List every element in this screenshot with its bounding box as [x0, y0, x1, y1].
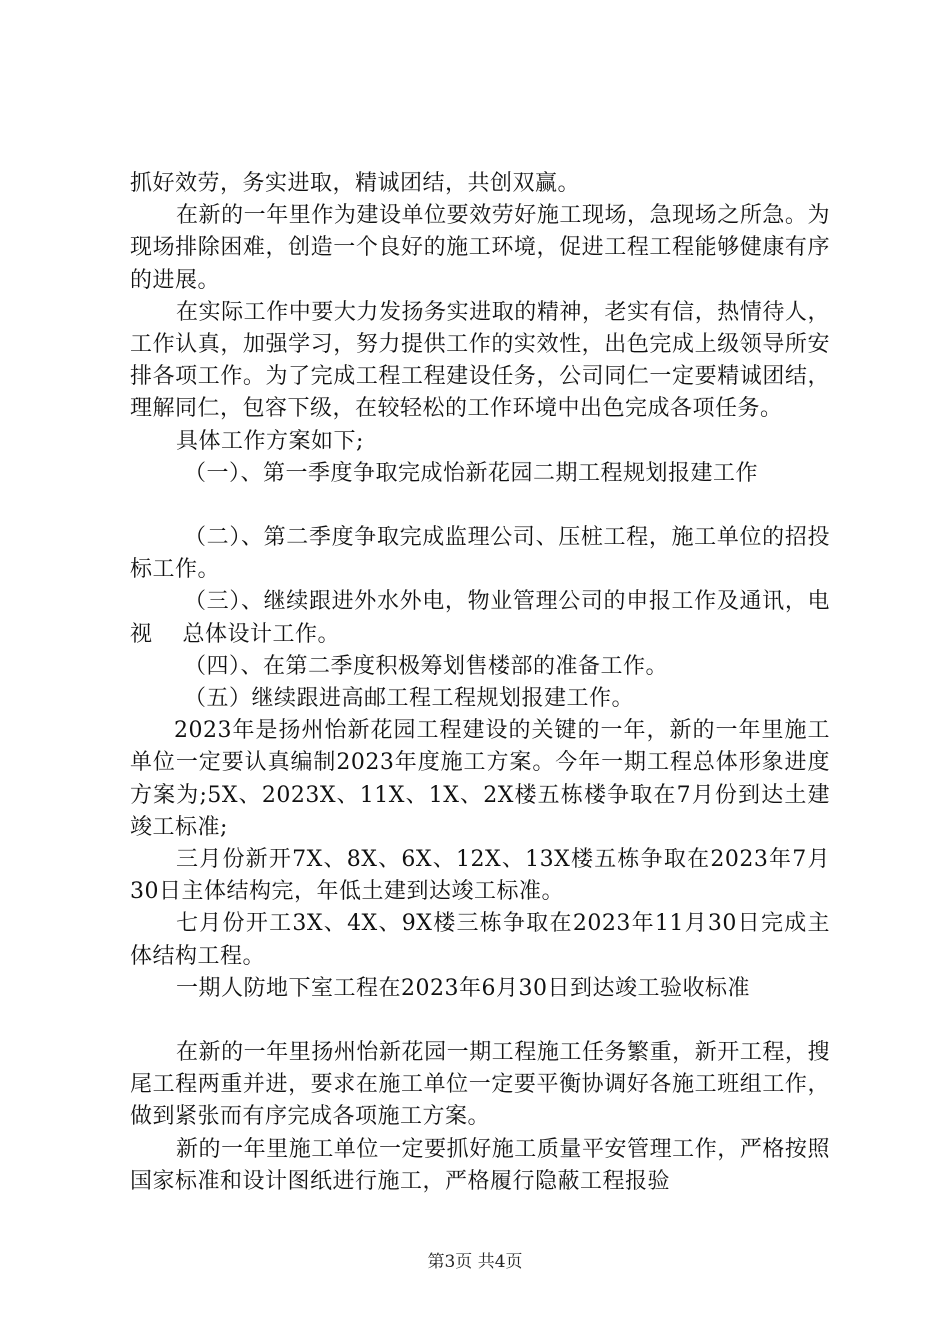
document-body: [130, 168, 830, 1198]
paragraph-8: 一期人防地下室工程在2023年6月30日到达竣工验收标准: [176, 975, 750, 1001]
paragraph-1: 抓好效劳，务实进取，精诚团结，共创双赢。: [130, 171, 581, 196]
list-item-1: （一）、第一季度争取完成怡新花园二期工程规划报建工作: [184, 460, 759, 486]
paragraph-4: 具体工作方案如下;: [176, 428, 364, 454]
paragraph-10: 新的一年里施工单位一定要抓好施工质量平安管理工作，严格按照国家标准和设计图纸进行施工，严格履行隐蔽工程报验: [130, 1136, 830, 1194]
paragraph-6: 三月份新开7X、8X、6X、12X、13X楼五栋争取在2023年7月30日主体结构完，年低土建到达竣工标准。: [130, 847, 830, 905]
list-item-4: （四）、在第二季度积极筹划售楼部的准备工作。: [184, 653, 669, 679]
paragraph-3: 在实际工作中要大力发扬务实进取的精神，老实有信，热情待人，工作认真，加强学习，努力提供工作的实效性，出色完成上级领导所安排各项工作。为了完成工程工程建设任务，公司同仁一定要精诚团结，理解同仁，包容下级，在较轻松的工作环境中出色完成各项任务。: [130, 299, 830, 422]
list-item-3: （三）、继续跟进外水外电，物业管理公司的申报工作及通讯，电视 总体设计工作。: [130, 589, 830, 647]
paragraph-5: 2023年是扬州怡新花园工程建设的关键的一年，新的一年里施工单位一定要认真编制2023年度施工方案。今年一期工程总体形象进度方案为;5X、2023X、11X、1X、2X楼五栋楼争取在7月份到达土建竣工标准;: [130, 718, 830, 840]
list-item-2: （二）、第二季度争取完成监理公司、压桩工程，施工单位的招投标工作。: [130, 525, 830, 583]
paragraph-7: 七月份开工3X、4X、9X楼三栋争取在2023年11月30日完成主体结构工程。: [130, 911, 830, 969]
paragraph-2: 在新的一年里作为建设单位要效劳好施工现场，急现场之所急。为现场排除困难，创造一个良好的施工环境，促进工程工程能够健康有序的进展。: [130, 203, 830, 293]
list-item-5: （五）继续跟进高邮工程工程规划报建工作。: [184, 686, 635, 712]
page-number: 第3页 共4页: [427, 1252, 523, 1272]
paragraph-9: 在新的一年里扬州怡新花园一期工程施工任务繁重，新开工程，搜尾工程两重并进，要求在施工单位一定要平衡协调好各施工班组工作，做到紧张而有序完成各项施工方案。: [130, 1040, 830, 1130]
